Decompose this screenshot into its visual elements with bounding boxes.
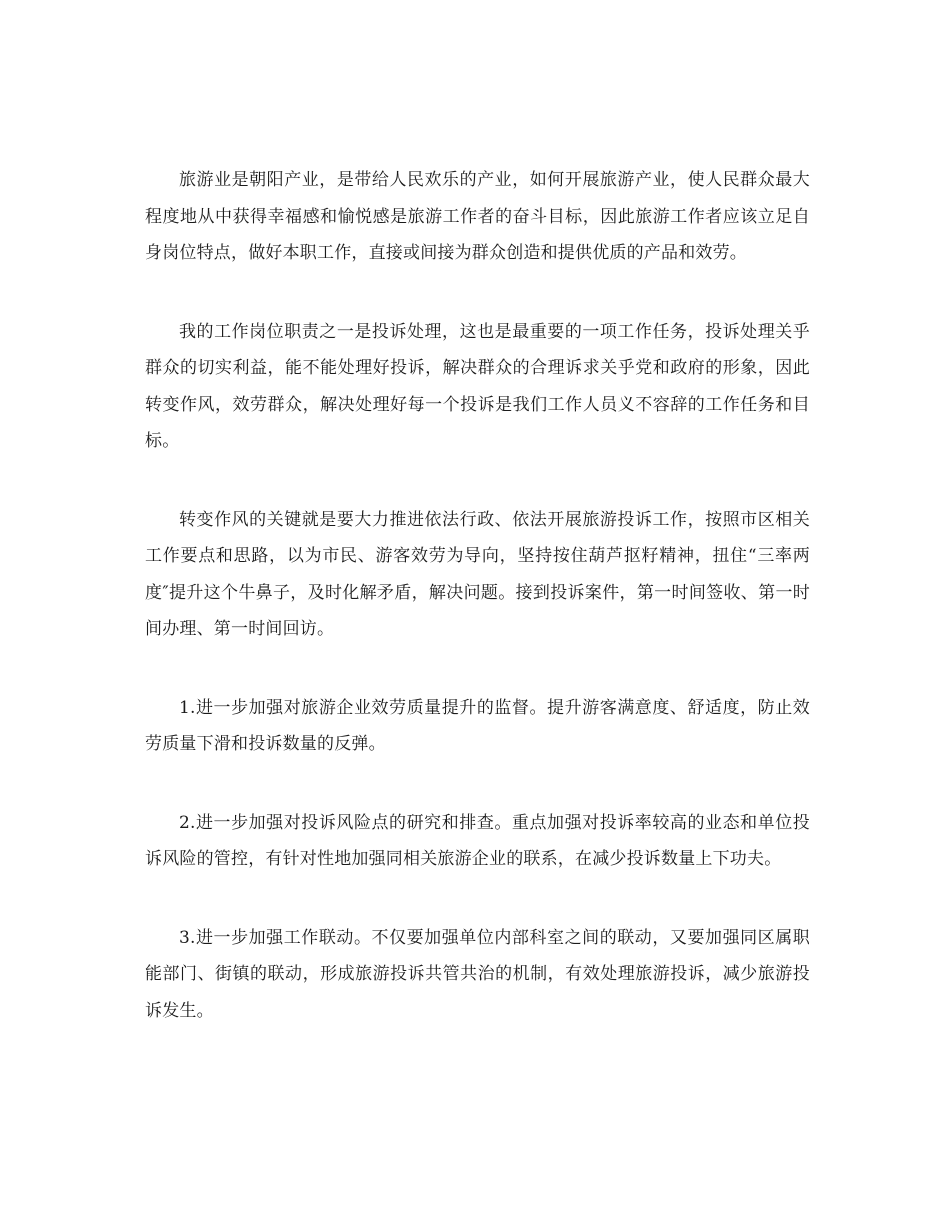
paragraph-point-2: 2.进一步加强对投诉风险点的研究和排查。重点加强对投诉率较高的业态和单位投诉风险的管控，有针对性地加强同相关旅游企业的联系，在减少投诉数量上下功夫。 xyxy=(145,812,810,869)
paragraph-point-3: 3.进一步加强工作联动。不仅要加强单位内部科室之间的联动，又要加强同区属职能部门、街镇的联动，形成旅游投诉共管共治的机制，有效处理旅游投诉，减少旅游投诉发生。 xyxy=(145,927,810,1021)
paragraph-work-style: 转变作风的关键就是要大力推进依法行政、依法开展旅游投诉工作，按照市区相关工作要点和思路，以为市民、游客效劳为导向，坚持按住葫芦抠籽精神，扭住“三率两度″提升这个牛鼻子，及时化解矛盾，解决问题。接到投诉案件，第一时间签收、第一时间办理、第一时间回访。 xyxy=(145,509,810,639)
paragraph-complaint-duty: 我的工作岗位职责之一是投诉处理，这也是最重要的一项工作任务，投诉处理关乎群众的切实利益，能不能处理好投诉，解决群众的合理诉求关乎党和政府的形象，因此转变作风，效劳群众，解决处理好每一个投诉是我们工作人员义不容辞的工作任务和目标。 xyxy=(145,321,810,451)
paragraph-point-1: 1.进一步加强对旅游企业效劳质量提升的监督。提升游客满意度、舒适度，防止效劳质量下滑和投诉数量的反弹。 xyxy=(145,697,810,754)
paragraph-intro: 旅游业是朝阳产业，是带给人民欢乐的产业，如何开展旅游产业，使人民群众最大程度地从中获得幸福感和愉悦感是旅游工作者的奋斗目标，因此旅游工作者应该立足自身岗位特点，做好本职工作，直接或间接为群众创造和提供优质的产品和效劳。 xyxy=(145,170,810,263)
document-body xyxy=(145,162,810,1071)
